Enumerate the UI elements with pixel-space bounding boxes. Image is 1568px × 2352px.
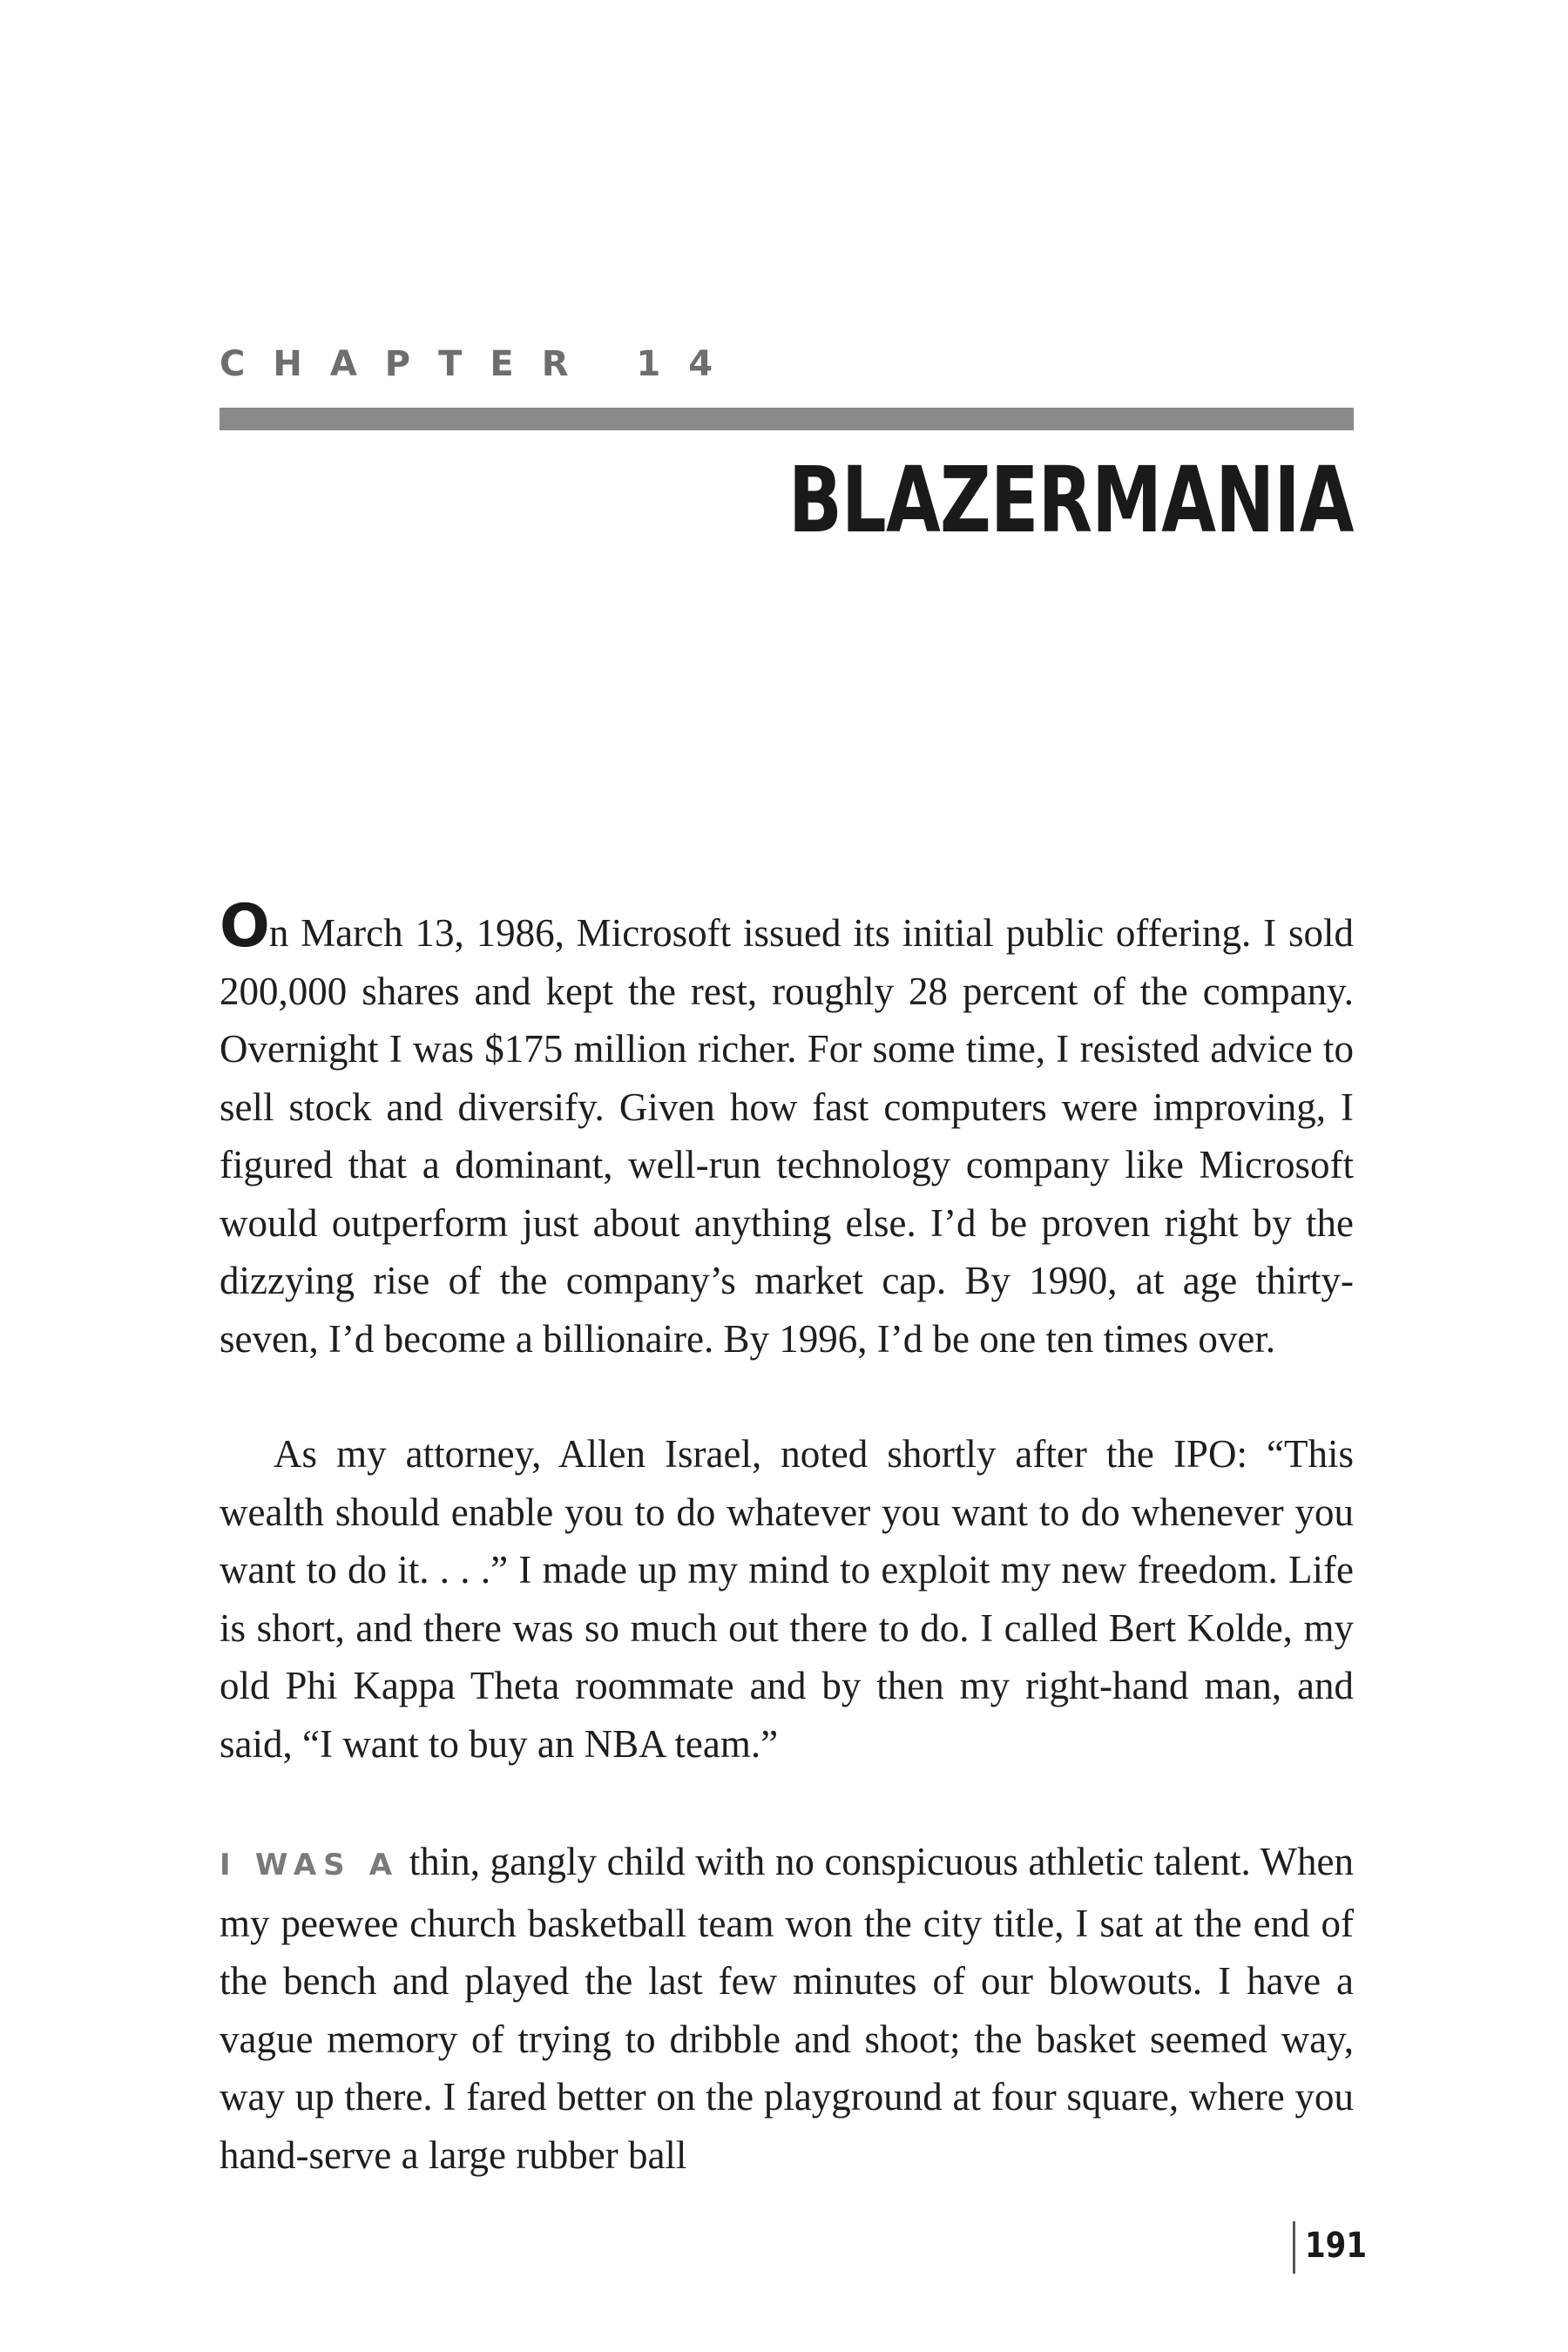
paragraph-1 <box>220 892 1354 1368</box>
chapter-rule <box>220 408 1354 430</box>
paragraph-3-text: thin, gangly child with no conspicuous athletic talent. When my peewee church basketball team won the city title, I sat at the end of the bench and played the last few minutes of our blowouts. I have a vague memory of trying to dribble and shoot; the basket seemed way, way up there. I fared better on the playground at four square, where you hand-serve a large rubber ball <box>220 1840 1354 2177</box>
section-lead-in: I WAS A <box>220 1848 400 1882</box>
paragraph-2 <box>220 1425 1354 1773</box>
chapter-label: CHAPTER 14 <box>220 344 741 384</box>
paragraph-3 <box>220 1833 1354 2184</box>
folio-rule <box>1293 2221 1295 2274</box>
paragraph-1-text: n March 13, 1986, Microsoft issued its initial public offering. I sold 200,000 shares and kept the rest, roughly 28 percent of the company. Overnight I was $175 million richer. For some time, I resisted advice to sell stock and diversify. Given how fast computers were improving, I figured that a dominant, well-run technology company like Microsoft would outperform just about anything else. I’d be proven right by the dizzying rise of the company’s market cap. By 1990, at age thirty-seven, I’d become a billionaire. By 1996, I’d be one ten times over. <box>220 911 1354 1361</box>
paragraph-2-text: As my attorney, Allen Israel, noted shortly after the IPO: “This wealth should enable you to do whatever you want to do whenever you want to do it. . . .” I made up my mind to exploit my new freedom. Life is short, and there was so much out there to do. I called Bert Kolde, my old Phi Kappa Theta roommate and by then my right-hand man, and said, “I want to buy an NBA team.” <box>220 1432 1354 1766</box>
chapter-title: BLAZERMANIA <box>788 447 1354 553</box>
page-number: 191 <box>1305 2226 1367 2266</box>
drop-cap: O <box>220 892 269 961</box>
